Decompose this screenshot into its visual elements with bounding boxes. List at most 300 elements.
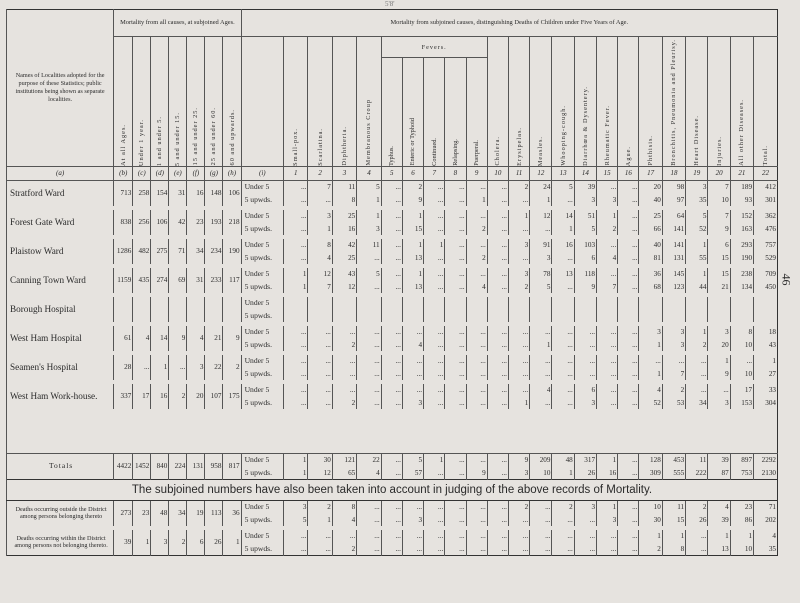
cause-value-under5: ... [597, 530, 618, 543]
cause-value-under5: ... [618, 355, 639, 368]
cause-value-5upwds: ... [381, 222, 402, 235]
age-column-header: 5 and under 15. [169, 37, 187, 167]
age-value: 218 [223, 210, 241, 235]
total-age-value: 958 [205, 453, 223, 479]
table-row [7, 500, 778, 513]
cause-value-5upwds: ... [308, 542, 332, 555]
cause-value-under5: 15 [708, 268, 730, 281]
cause-value-5upwds: 66 [639, 222, 662, 235]
column-number: 7 [424, 166, 445, 180]
cause-value-under5: 17 [730, 384, 753, 397]
cause-value-under5: 43 [332, 268, 356, 281]
total-value-under5: ... [466, 453, 487, 466]
cause-value-5upwds: 35 [754, 542, 778, 555]
cause-value-5upwds [424, 309, 445, 322]
cause-value-5upwds: 30 [639, 513, 662, 526]
cause-value-5upwds: 34 [686, 396, 708, 409]
cause-value-under5 [508, 297, 529, 310]
age-value: 69 [169, 268, 187, 293]
cause-value-under5: 189 [730, 180, 753, 193]
cause-value-5upwds [357, 309, 381, 322]
column-letter: (h) [223, 166, 241, 180]
cause-value-5upwds: ... [597, 396, 618, 409]
cause-value-5upwds: ... [424, 280, 445, 293]
cause-value-5upwds: ... [445, 193, 466, 206]
cause-value-5upwds: ... [487, 396, 508, 409]
age-value: 190 [223, 239, 241, 264]
cause-value-under5: ... [552, 530, 574, 543]
column-letter: (b) [114, 166, 133, 180]
cause-value-5upwds: ... [597, 338, 618, 351]
column-number: 3 [332, 166, 356, 180]
cause-value-under5: ... [284, 384, 308, 397]
cause-value-under5: ... [402, 384, 423, 397]
cause-value-5upwds: 52 [686, 222, 708, 235]
age-value: 4 [187, 326, 205, 351]
cause-value-5upwds: 12 [332, 280, 356, 293]
column-number: 15 [597, 166, 618, 180]
cause-value-under5: 78 [530, 268, 552, 281]
cause-value-5upwds: ... [508, 251, 529, 264]
cause-value-under5: ... [357, 326, 381, 339]
cause-value-under5: ... [424, 355, 445, 368]
cause-value-5upwds: 2 [508, 280, 529, 293]
cause-value-5upwds [708, 309, 730, 322]
cause-value-5upwds: 9 [708, 367, 730, 380]
cause-value-under5 [332, 297, 356, 310]
total-value-5upwds: 26 [574, 466, 596, 479]
cause-column-header: Measles. [530, 37, 552, 167]
total-value-under5: ... [487, 453, 508, 466]
cause-value-under5 [381, 297, 402, 310]
locality-name: Canning Town Ward [7, 268, 114, 293]
cause-value-under5: ... [284, 239, 308, 252]
cause-value-5upwds: 86 [730, 513, 753, 526]
cause-value-5upwds: ... [686, 367, 708, 380]
age-value: 16 [187, 180, 205, 206]
blank-gap-row [7, 413, 778, 454]
total-age-value: 4422 [114, 453, 133, 479]
total-value-under5: 453 [662, 453, 685, 466]
cause-value-5upwds: 10 [730, 338, 753, 351]
cause-value-under5: ... [424, 384, 445, 397]
cause-value-under5: ... [552, 326, 574, 339]
cause-value-5upwds: 27 [754, 367, 778, 380]
cause-value-under5: ... [381, 268, 402, 281]
cause-value-under5: ... [618, 500, 639, 513]
cause-value-5upwds: 3 [530, 251, 552, 264]
cause-value-5upwds: 3 [708, 396, 730, 409]
cause-value-5upwds: ... [508, 513, 529, 526]
cause-value-under5: 5 [357, 180, 381, 193]
cause-value-under5: ... [466, 384, 487, 397]
total-value-under5: 22 [357, 453, 381, 466]
cause-value-under5: ... [332, 326, 356, 339]
cause-value-under5: 1 [402, 268, 423, 281]
cause-value-5upwds: ... [284, 338, 308, 351]
age-value: 106 [223, 180, 241, 206]
cause-value-5upwds [508, 309, 529, 322]
cause-value-under5: 1 [662, 530, 685, 543]
total-value-5upwds: 57 [402, 466, 423, 479]
cause-value-5upwds: 2 [332, 542, 356, 555]
total-value-under5: 2292 [754, 453, 778, 466]
sub-label-under: Under 5 [241, 239, 283, 252]
cause-value-under5: ... [284, 530, 308, 543]
cause-value-under5 [754, 297, 778, 310]
cause-value-5upwds: 134 [730, 280, 753, 293]
cause-value-under5: ... [618, 180, 639, 193]
age-value: 36 [223, 500, 241, 526]
age-value: 3 [151, 530, 169, 556]
cause-value-5upwds: ... [597, 542, 618, 555]
cause-value-under5: ... [487, 355, 508, 368]
cause-value-5upwds: 52 [639, 396, 662, 409]
cause-value-under5: 18 [754, 326, 778, 339]
cause-value-under5 [730, 297, 753, 310]
cause-value-5upwds: 2 [332, 396, 356, 409]
cause-value-under5: 1 [508, 210, 529, 223]
age-column-header: 25 and under 60. [205, 37, 223, 167]
cause-value-under5: 5 [357, 268, 381, 281]
column-number: 12 [530, 166, 552, 180]
cause-value-under5: 51 [574, 210, 596, 223]
column-number: 6 [402, 166, 423, 180]
age-value: 28 [114, 355, 133, 380]
cause-value-under5: 4 [639, 384, 662, 397]
age-value: 31 [187, 268, 205, 293]
cause-value-under5: 1 [597, 210, 618, 223]
cause-value-5upwds: 15 [708, 251, 730, 264]
age-value [169, 297, 187, 322]
cause-value-5upwds: ... [381, 542, 402, 555]
cause-value-under5: ... [597, 239, 618, 252]
cause-value-5upwds: 3 [574, 193, 596, 206]
cause-value-5upwds: ... [618, 338, 639, 351]
totals-label: Totals [7, 453, 114, 479]
cause-value-5upwds: ... [445, 222, 466, 235]
sub-label-upwds: 5 upwds. [241, 466, 283, 479]
cause-value-under5: 36 [639, 268, 662, 281]
mortality-table [6, 9, 778, 556]
cause-value-5upwds: ... [487, 222, 508, 235]
cause-value-under5: 8 [730, 326, 753, 339]
cause-value-under5: ... [508, 530, 529, 543]
cause-column-header: Ague. [618, 37, 639, 167]
cause-value-under5 [597, 297, 618, 310]
cause-value-5upwds: 2 [466, 222, 487, 235]
age-value [223, 297, 241, 322]
cause-value-5upwds: ... [597, 367, 618, 380]
cause-value-under5: 64 [662, 210, 685, 223]
cause-value-5upwds [662, 309, 685, 322]
cause-value-under5: 33 [754, 384, 778, 397]
cause-value-5upwds: 10 [730, 367, 753, 380]
age-value: 3 [187, 355, 205, 380]
cause-value-5upwds [381, 309, 402, 322]
cause-value-under5: 5 [686, 210, 708, 223]
table-row [7, 384, 778, 397]
cause-value-5upwds: 13 [708, 542, 730, 555]
column-number: 17 [639, 166, 662, 180]
cause-value-under5: 25 [332, 210, 356, 223]
sub-label-upwds: 5 upwds. [241, 193, 283, 206]
sub-label-under: Under 5 [241, 500, 283, 513]
cause-value-under5: 8 [308, 239, 332, 252]
total-value-5upwds: 87 [708, 466, 730, 479]
cause-value-5upwds: ... [552, 396, 574, 409]
column-number: 19 [686, 166, 708, 180]
cause-value-5upwds: 202 [754, 513, 778, 526]
table-row [7, 530, 778, 543]
age-column-header: 60 and upwards. [223, 37, 241, 167]
cause-value-under5: 6 [574, 384, 596, 397]
names-header: Names of Localities adopted for the purpose of these Statistics; public institutions being shown as separate localities. [7, 10, 114, 167]
column-letter: (i) [241, 166, 283, 180]
cause-value-under5 [487, 297, 508, 310]
cause-value-5upwds: ... [508, 222, 529, 235]
cause-value-under5: 98 [662, 180, 685, 193]
cause-value-5upwds: ... [487, 338, 508, 351]
cause-value-5upwds: 304 [754, 396, 778, 409]
age-value: 61 [114, 326, 133, 351]
cause-column-header: Injuries. [708, 37, 730, 167]
cause-value-5upwds [487, 309, 508, 322]
column-number: 8 [445, 166, 466, 180]
cause-value-under5: 12 [530, 210, 552, 223]
cause-value-under5: 2 [308, 500, 332, 513]
cause-value-under5: ... [530, 500, 552, 513]
cause-value-5upwds: 3 [402, 513, 423, 526]
cause-value-under5: 3 [662, 326, 685, 339]
sub-label-under: Under 5 [241, 355, 283, 368]
cause-value-5upwds: 5 [284, 513, 308, 526]
total-value-under5: ... [445, 453, 466, 466]
cause-value-under5: ... [466, 180, 487, 193]
total-value-5upwds: ... [424, 466, 445, 479]
cause-value-5upwds: ... [530, 367, 552, 380]
cause-value-under5: ... [597, 180, 618, 193]
cause-value-5upwds: 13 [402, 251, 423, 264]
total-value-under5: 121 [332, 453, 356, 466]
cause-value-5upwds: ... [618, 367, 639, 380]
cause-value-5upwds: 4 [466, 280, 487, 293]
age-value: 9 [223, 326, 241, 351]
cause-value-under5 [686, 297, 708, 310]
cause-value-under5: 757 [754, 239, 778, 252]
cause-value-under5: ... [357, 500, 381, 513]
cause-value-under5: ... [686, 530, 708, 543]
cause-value-5upwds: 529 [754, 251, 778, 264]
cause-value-under5: 1 [284, 268, 308, 281]
cause-value-5upwds: ... [487, 367, 508, 380]
column-number: 14 [574, 166, 596, 180]
cause-value-5upwds: 81 [639, 251, 662, 264]
sub-label-upwds: 5 upwds. [241, 251, 283, 264]
cause-value-under5: ... [487, 180, 508, 193]
cause-value-under5: 145 [662, 268, 685, 281]
cause-value-under5: 152 [730, 210, 753, 223]
cause-value-under5 [618, 297, 639, 310]
cause-value-under5: 1 [402, 210, 423, 223]
locality-name: Deaths occurring within the District among persons not belonging thereto. [7, 530, 114, 556]
cause-value-5upwds: ... [618, 542, 639, 555]
cause-value-5upwds [639, 309, 662, 322]
cause-value-5upwds [552, 309, 574, 322]
cause-value-5upwds: ... [308, 338, 332, 351]
total-age-value: 840 [151, 453, 169, 479]
cause-value-5upwds: 1 [530, 193, 552, 206]
age-value: 482 [133, 239, 151, 264]
total-value-under5: 1 [284, 453, 308, 466]
totals-row [7, 453, 778, 466]
cause-value-5upwds: 3 [357, 222, 381, 235]
age-value: 16 [151, 384, 169, 409]
cause-value-under5: 118 [574, 268, 596, 281]
cause-value-under5: ... [466, 355, 487, 368]
cause-value-under5: ... [597, 384, 618, 397]
cause-value-under5: ... [424, 268, 445, 281]
cause-value-under5: 2 [662, 384, 685, 397]
cause-value-5upwds: 35 [686, 193, 708, 206]
cause-value-5upwds [466, 309, 487, 322]
cause-value-5upwds: ... [445, 338, 466, 351]
cause-value-under5: 3 [686, 180, 708, 193]
cause-value-under5: ... [381, 239, 402, 252]
sub-label-under: Under 5 [241, 210, 283, 223]
total-value-5upwds: 65 [332, 466, 356, 479]
cause-value-5upwds: 15 [662, 513, 685, 526]
column-number: 4 [357, 166, 381, 180]
total-value-under5: 1 [597, 453, 618, 466]
cause-value-5upwds [754, 309, 778, 322]
cause-value-under5: ... [597, 326, 618, 339]
cause-value-5upwds: ... [530, 222, 552, 235]
cause-column-header: Diarrhœa & Dysentery. [574, 37, 596, 167]
age-value: 117 [223, 268, 241, 293]
cause-value-5upwds: 68 [639, 280, 662, 293]
cause-value-5upwds: 450 [754, 280, 778, 293]
cause-value-under5: 709 [754, 268, 778, 281]
cause-column-header: Puerperal. [466, 58, 487, 167]
cause-value-under5: 2 [508, 180, 529, 193]
cause-value-5upwds: 141 [662, 222, 685, 235]
cause-value-5upwds: 163 [730, 222, 753, 235]
cause-value-under5: 40 [639, 239, 662, 252]
column-number: 21 [730, 166, 753, 180]
blank-gap-cell [7, 413, 778, 454]
age-value: 273 [114, 500, 133, 526]
cause-value-under5: ... [466, 326, 487, 339]
cause-value-under5: ... [487, 384, 508, 397]
cause-value-under5: 1 [686, 326, 708, 339]
cause-value-under5: ... [445, 239, 466, 252]
cause-value-5upwds: ... [381, 251, 402, 264]
locality-name: Forest Gate Ward [7, 210, 114, 235]
cause-value-under5: 20 [639, 180, 662, 193]
cause-value-under5: 24 [530, 180, 552, 193]
age-column-header: At all Ages. [114, 37, 133, 167]
cause-value-5upwds: ... [574, 513, 596, 526]
cause-value-5upwds: 1 [530, 338, 552, 351]
cause-value-under5 [530, 297, 552, 310]
cause-column-header: Diphtheria. [332, 37, 356, 167]
cause-value-5upwds: 5 [574, 222, 596, 235]
cause-value-5upwds: 1 [639, 338, 662, 351]
total-value-under5: 1 [424, 453, 445, 466]
cause-value-under5: ... [618, 530, 639, 543]
table-row [7, 268, 778, 281]
cause-value-5upwds: ... [618, 222, 639, 235]
cause-value-under5 [357, 297, 381, 310]
total-value-under5: 209 [530, 453, 552, 466]
age-value: 6 [187, 530, 205, 556]
cause-value-under5: 1 [708, 355, 730, 368]
sub-label-upwds: 5 upwds. [241, 222, 283, 235]
cause-value-under5: ... [730, 355, 753, 368]
cause-value-5upwds: 16 [332, 222, 356, 235]
age-value: 337 [114, 384, 133, 409]
column-number: 5 [381, 166, 402, 180]
cause-value-5upwds: 301 [754, 193, 778, 206]
cause-value-under5: 2 [508, 500, 529, 513]
cause-value-5upwds: 7 [308, 280, 332, 293]
cause-value-under5: 1 [730, 530, 753, 543]
cause-value-5upwds: ... [618, 396, 639, 409]
cause-value-5upwds: ... [466, 338, 487, 351]
total-value-5upwds: 222 [686, 466, 708, 479]
cause-value-5upwds: ... [308, 193, 332, 206]
cause-value-under5: ... [487, 530, 508, 543]
column-number: 13 [552, 166, 574, 180]
age-value: 148 [205, 180, 223, 206]
total-value-5upwds: 10 [530, 466, 552, 479]
cause-value-under5 [445, 297, 466, 310]
cause-value-under5: ... [445, 180, 466, 193]
cause-value-under5: 1 [402, 239, 423, 252]
cause-column-header: Scarlatina. [308, 37, 332, 167]
sub-label-under: Under 5 [241, 180, 283, 193]
cause-value-5upwds: ... [381, 193, 402, 206]
age-value: 1 [151, 355, 169, 380]
cause-value-under5: ... [466, 239, 487, 252]
cause-value-under5: ... [402, 530, 423, 543]
cause-value-5upwds: ... [381, 396, 402, 409]
cause-value-5upwds: 13 [402, 280, 423, 293]
cause-value-under5: ... [530, 530, 552, 543]
cause-value-5upwds [597, 309, 618, 322]
age-value: 2 [169, 384, 187, 409]
cause-value-under5: 1 [686, 239, 708, 252]
cause-value-5upwds [445, 309, 466, 322]
cause-value-5upwds: 21 [708, 280, 730, 293]
total-value-under5: 39 [708, 453, 730, 466]
cause-value-5upwds: 131 [662, 251, 685, 264]
cause-value-5upwds: 2 [639, 542, 662, 555]
cause-value-5upwds [574, 309, 596, 322]
cause-value-5upwds: ... [508, 542, 529, 555]
cause-value-5upwds: ... [487, 193, 508, 206]
cause-value-under5: ... [357, 355, 381, 368]
total-value-5upwds: ... [618, 466, 639, 479]
cause-value-5upwds: ... [284, 193, 308, 206]
cause-value-under5: ... [508, 355, 529, 368]
column-number: 22 [754, 166, 778, 180]
age-value [205, 297, 223, 322]
locality-name: Borough Hospital [7, 297, 114, 322]
sub-label-under: Under 5 [241, 268, 283, 281]
cause-value-under5: ... [597, 268, 618, 281]
